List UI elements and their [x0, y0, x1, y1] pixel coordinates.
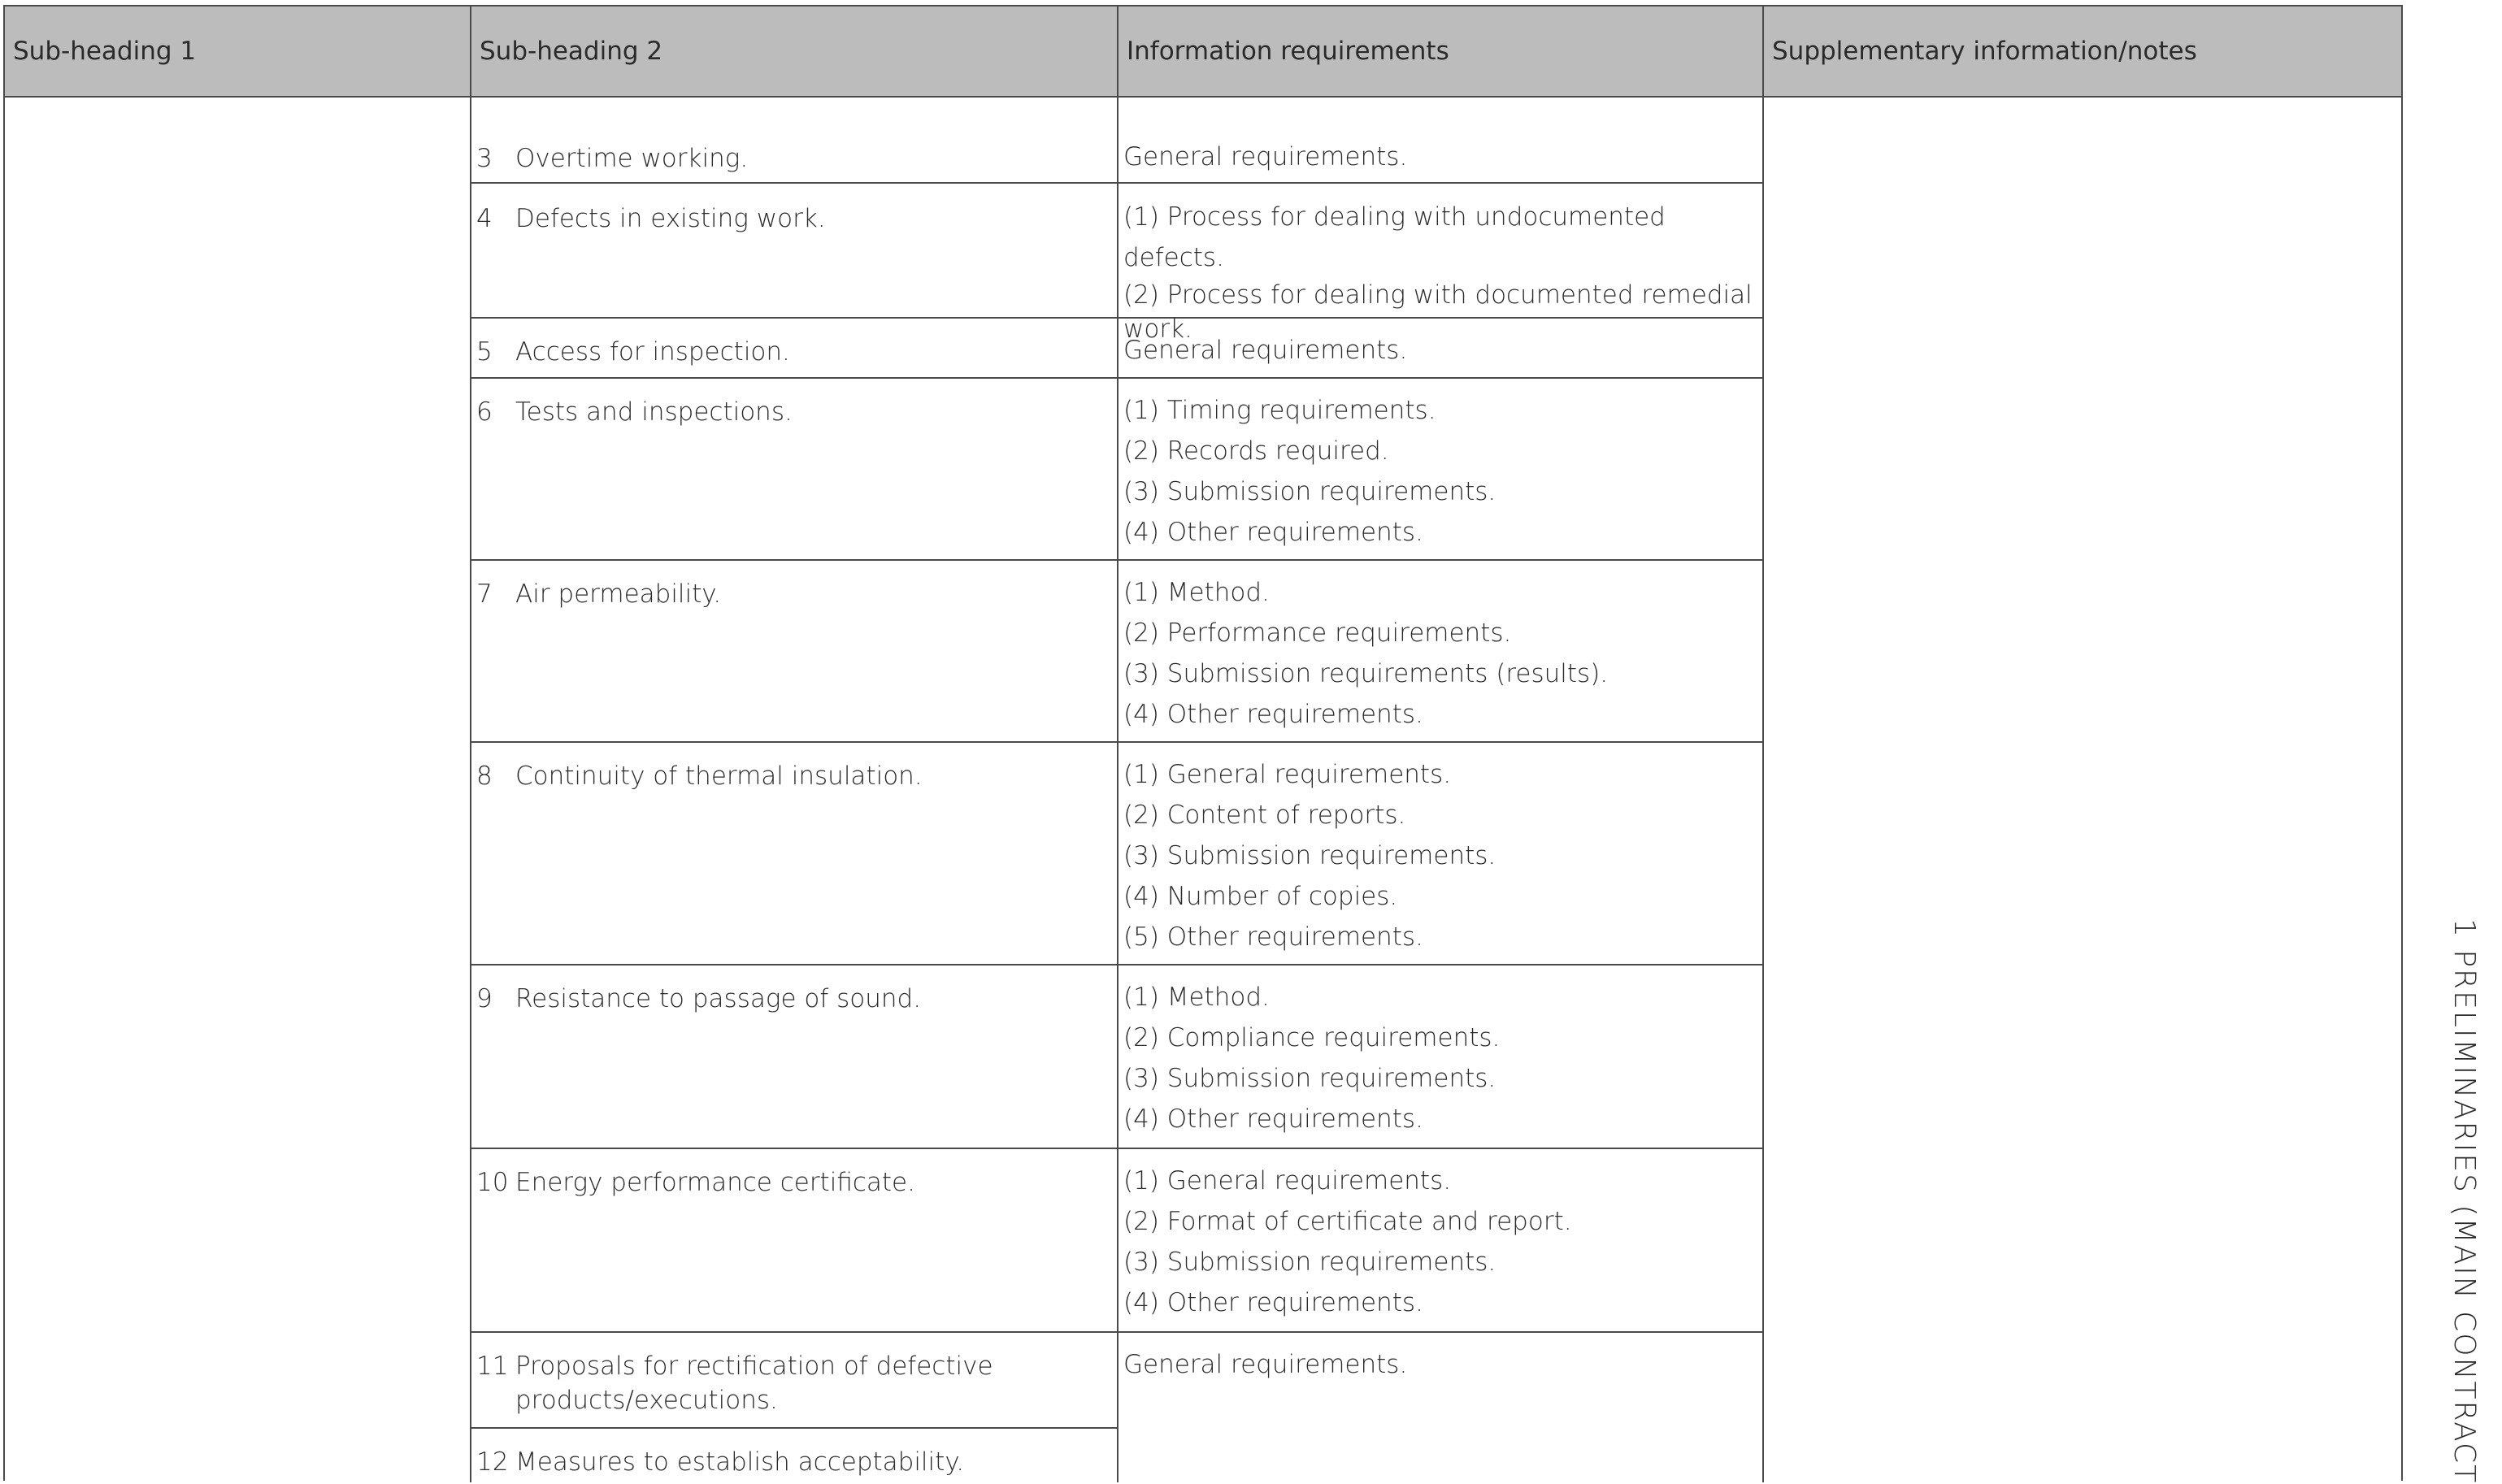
info-item: (2) Process for dealing with documented remedial work. — [1123, 280, 1753, 344]
row-divider — [470, 377, 1764, 379]
row-info — [1123, 1344, 1757, 1385]
row-number: 6 — [476, 397, 493, 427]
table-row — [476, 202, 1119, 236]
info-item: (5) Other requirements. — [1123, 922, 1423, 952]
table-row — [476, 577, 1119, 611]
table-row — [476, 1445, 1119, 1479]
table-row — [476, 395, 1119, 429]
table-row — [476, 982, 1119, 1016]
header-sub-heading-1: Sub-heading 1 — [13, 37, 197, 66]
row-info — [1123, 977, 1757, 1139]
row-divider — [470, 559, 1764, 561]
row-subheading: Continuity of thermal insulation. — [515, 762, 923, 791]
row-divider — [470, 964, 1764, 965]
info-item: (1) Method. — [1123, 578, 1270, 607]
row-subheading: Air permeability. — [515, 579, 722, 609]
info-item: (2) Records required. — [1123, 436, 1389, 466]
header-information-requirements: Information requirements — [1127, 37, 1449, 66]
row-subheading: Tests and inspections. — [515, 397, 793, 427]
info-item: (4) Other requirements. — [1123, 1104, 1423, 1134]
row-number: 4 — [476, 204, 493, 233]
row-info — [1123, 754, 1757, 957]
header-supplementary-notes: Supplementary information/notes — [1772, 37, 2197, 66]
row-divider — [470, 1331, 1764, 1333]
info-item: (3) Submission requirements. — [1123, 1248, 1496, 1277]
info-item: (1) Process for dealing with undocumented defects. — [1123, 202, 1666, 272]
header-sub-heading-2: Sub-heading 2 — [480, 37, 663, 66]
row-divider — [470, 1427, 1119, 1429]
info-item: (2) Performance requirements. — [1123, 618, 1512, 648]
row-number: 10 — [476, 1168, 509, 1197]
row-number: 12 — [476, 1447, 509, 1477]
row-number: 7 — [476, 579, 493, 609]
table-row — [476, 759, 1119, 793]
info-item: (3) Submission requirements. — [1123, 841, 1496, 870]
info-item: (1) General requirements. — [1123, 760, 1452, 789]
spec-table — [3, 5, 2403, 1481]
row-info — [1123, 197, 1757, 346]
row-subheading: Overtime working. — [515, 144, 749, 173]
row-info — [1123, 390, 1757, 553]
info-item: (2) Format of certificate and report. — [1123, 1207, 1572, 1236]
info-item: General requirements. — [1123, 336, 1408, 365]
table-row — [476, 1349, 1119, 1417]
info-item: (2) Compliance requirements. — [1123, 1023, 1501, 1052]
table-row — [476, 141, 1119, 176]
row-number: 3 — [476, 144, 493, 173]
row-divider — [470, 182, 1764, 184]
row-subheading: Resistance to passage of sound. — [515, 984, 922, 1013]
info-item: (2) Content of reports. — [1123, 801, 1406, 830]
row-subheading: Measures to establish acceptability. — [515, 1447, 965, 1477]
row-subheading: Proposals for rectification of defective products/executions. — [515, 1352, 993, 1415]
table-row — [476, 335, 1119, 369]
row-number: 11 — [476, 1352, 509, 1381]
row-info — [1123, 1161, 1757, 1323]
info-item: (4) Other requirements. — [1123, 1288, 1423, 1317]
info-item: (4) Other requirements. — [1123, 518, 1423, 547]
row-subheading: Access for inspection. — [515, 337, 790, 367]
row-number: 5 — [476, 337, 493, 367]
row-info — [1123, 137, 1757, 177]
row-info — [1123, 572, 1757, 735]
info-item: (4) Other requirements. — [1123, 700, 1423, 729]
info-item: General requirements. — [1123, 1350, 1408, 1379]
row-subheading: Energy performance certificate. — [515, 1168, 915, 1197]
info-item: (1) Method. — [1123, 983, 1270, 1012]
section-side-label: 1 PRELIMINARIES (MAIN CONTRACT — [2448, 918, 2481, 1484]
info-item: (1) General requirements. — [1123, 1166, 1452, 1195]
table-header-row — [5, 7, 2401, 98]
row-info — [1123, 330, 1757, 371]
row-divider — [470, 741, 1764, 743]
table-row — [476, 1165, 1119, 1200]
info-item: (3) Submission requirements. — [1123, 1064, 1496, 1093]
row-subheading: Defects in existing work. — [515, 204, 826, 233]
row-divider — [470, 1148, 1764, 1149]
info-item: (4) Number of copies. — [1123, 882, 1398, 911]
info-item: (3) Submission requirements (results). — [1123, 659, 1609, 688]
column-divider — [470, 7, 471, 1482]
row-number: 9 — [476, 984, 493, 1013]
column-divider — [1762, 7, 1764, 1482]
row-number: 8 — [476, 762, 493, 791]
info-item: (3) Submission requirements. — [1123, 477, 1496, 506]
info-item: General requirements. — [1123, 142, 1408, 171]
info-item: (1) Timing requirements. — [1123, 396, 1436, 425]
